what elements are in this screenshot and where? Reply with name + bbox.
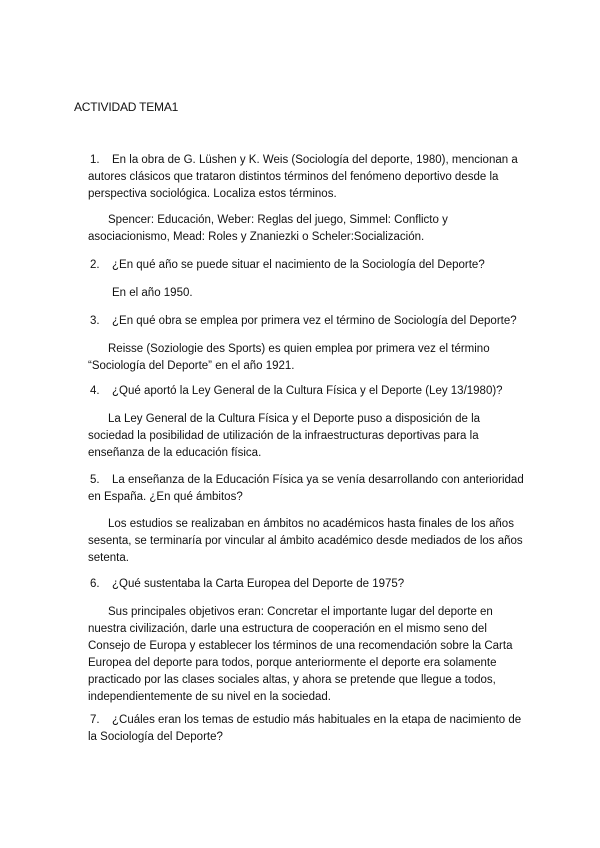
- question-number: 7.: [90, 714, 100, 726]
- answer-6: Sus principales objetivos eran: Concretar el importante lugar del deporte en nuestra civilización, darle una estructura de cooperación en el mismo seno del Consejo de Europa y establecer los términos de una recomendación sobre la Carta Europea del deporte para todos, porque anteriormente el deporte era solamente practicado por las clases sociales altas, y ahora se pretende que llegue a todos, independientemente de su nivel en la sociedad.: [88, 606, 513, 703]
- question-3: [88, 313, 528, 330]
- question-number: 3.: [90, 315, 100, 327]
- question-number: 6.: [90, 578, 100, 590]
- question-text: En la obra de G. Lüshen y K. Weis (Sociología del deporte, 1980), mencionan a autores clásicos que trataron distintos términos del fenómeno deportivo desde la perspectiva sociológica. Localiza estos términos.: [88, 154, 518, 200]
- question-4: [88, 383, 528, 400]
- question-7: [88, 712, 528, 746]
- question-2: [88, 257, 528, 274]
- question-text: ¿Cuáles eran los temas de estudio más habituales en la etapa de nacimiento de la Sociología del Deporte?: [88, 714, 522, 743]
- question-text: ¿En qué año se puede situar el nacimiento de la Sociología del Deporte?: [112, 259, 485, 271]
- question-text: ¿Qué aportó la Ley General de la Cultura Física y el Deporte (Ley 13/1980)?: [112, 385, 503, 397]
- answer-1: Spencer: Educación, Weber: Reglas del juego, Simmel: Conflicto y asociacionismo, Mead: Roles y Znaniezki o Scheler:Socialización.: [88, 214, 448, 243]
- question-number: 1.: [90, 154, 100, 166]
- question-text: La enseñanza de la Educación Física ya se venía desarrollando con anterioridad en España. ¿En qué ámbitos?: [88, 474, 524, 503]
- answer-4: La Ley General de la Cultura Física y el Deporte puso a disposición de la sociedad la posibilidad de utilización de la infraestructuras deportivas para la enseñanza de la educación física.: [88, 413, 481, 459]
- question-number: 5.: [90, 474, 100, 486]
- question-text: ¿En qué obra se emplea por primera vez el término de Sociología del Deporte?: [112, 315, 517, 327]
- document-title: ACTIVIDAD TEMA1: [74, 100, 179, 114]
- question-number: 2.: [90, 259, 100, 271]
- question-6: [88, 576, 528, 593]
- question-5: [88, 472, 528, 506]
- question-number: 4.: [90, 385, 100, 397]
- question-text: ¿Qué sustentaba la Carta Europea del Deporte de 1975?: [112, 578, 405, 590]
- answer-2: En el año 1950.: [112, 287, 193, 299]
- answer-3: Reisse (Soziologie des Sports) es quien emplea por primera vez el término “Sociología del Deporte” en el año 1921.: [88, 343, 490, 372]
- answer-5: Los estudios se realizaban en ámbitos no académicos hasta finales de los años sesenta, se terminaría por vincular al ámbito académico desde mediados de los años setenta.: [88, 518, 523, 564]
- question-1: [88, 152, 528, 203]
